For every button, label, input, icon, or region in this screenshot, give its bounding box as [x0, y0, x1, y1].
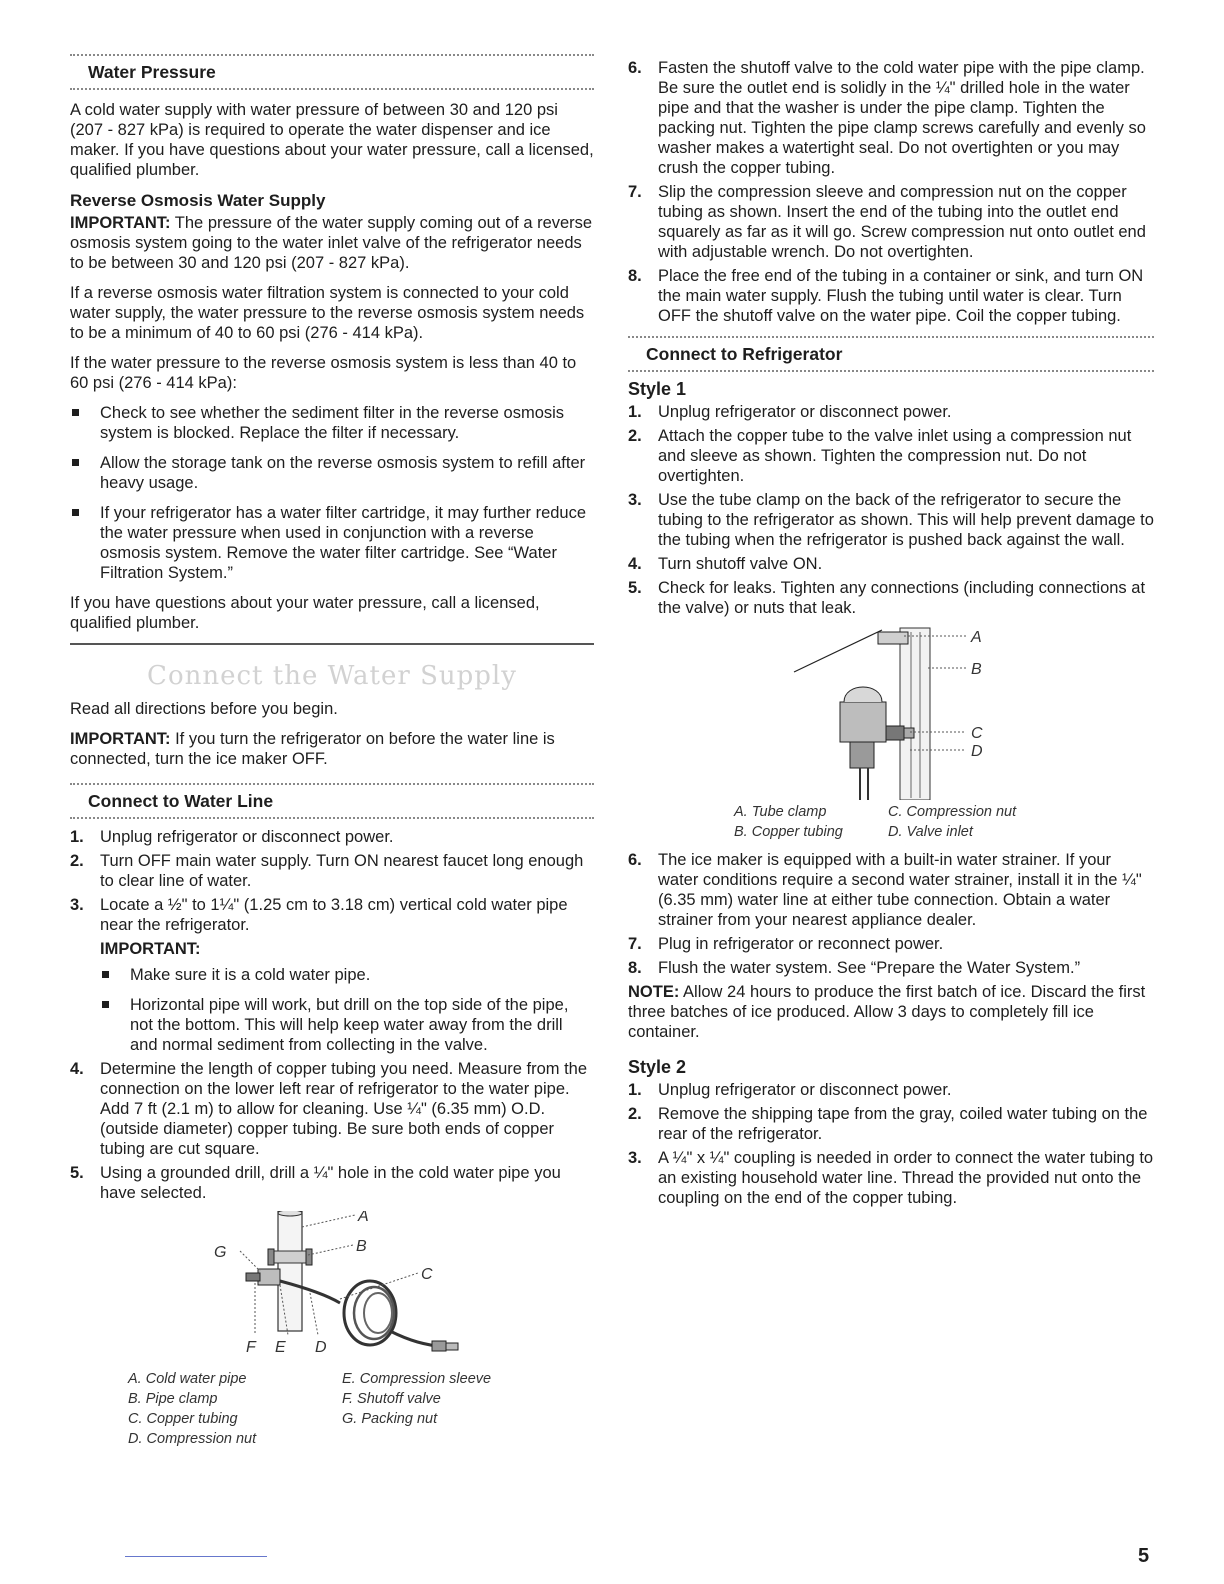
step-item [628, 958, 1154, 978]
step-number: 4. [628, 555, 642, 573]
step-number: 7. [628, 935, 642, 953]
legend-item: A. Tube clamp [734, 804, 827, 820]
paragraph: A cold water supply with water pressure of between 30 and 120 psi (207 - 827 kPa) is required to operate the water dispenser and ice maker. If you have questions about your water pressure, call a licensed, qualified plumber. [70, 101, 594, 179]
step-number: 6. [628, 59, 642, 77]
step-text: Locate a ½" to 1¼" (1.25 cm to 3.18 cm) vertical cold water pipe near the refrigerator. [100, 896, 568, 934]
legend-item: C. Copper tubing [128, 1411, 238, 1427]
connect-water-supply-title: Connect the Water Supply [147, 661, 517, 691]
section-title: Connect to Water Line [88, 791, 274, 811]
step-number: 2. [628, 427, 642, 445]
legend-item: D. Valve inlet [888, 824, 973, 840]
step-number: 5. [70, 1164, 84, 1182]
section-rule [70, 88, 594, 90]
steps-list [628, 1080, 1154, 1208]
style-2-heading: Style 2 [628, 1057, 687, 1077]
figure-legend [628, 802, 1154, 842]
figure-letter: B [356, 1238, 367, 1255]
figure-letter: E [275, 1339, 286, 1356]
legend-item: G. Packing nut [342, 1411, 438, 1427]
step-text: Flush the water system. See “Prepare the Water System.” [658, 959, 1081, 977]
step-text: Unplug refrigerator or disconnect power. [100, 828, 394, 846]
figure-letter: B [971, 661, 982, 678]
figure-letter: F [246, 1339, 256, 1356]
section-water-pressure [70, 54, 594, 90]
legend-item: E. Compression sleeve [342, 1371, 492, 1387]
step-number: 3. [628, 1149, 642, 1167]
legend-item: F. Shutoff valve [342, 1391, 441, 1407]
section-rule [628, 370, 1154, 372]
step-text: Using a grounded drill, drill a ¼" hole in the cold water pipe you have selected. [100, 1164, 561, 1202]
shutoff-valve-diagram [70, 1211, 594, 1361]
legend-item: B. Copper tubing [734, 824, 843, 840]
step-item [628, 850, 1154, 930]
step-text: Turn shutoff valve ON. [658, 555, 823, 573]
step-item [628, 1080, 1154, 1100]
paragraph [70, 729, 594, 769]
valve-inlet-diagram [628, 622, 1154, 800]
step-text: Unplug refrigerator or disconnect power. [658, 403, 952, 421]
figure-legend [70, 1369, 594, 1449]
step-item [70, 851, 594, 891]
important-label: IMPORTANT: [70, 214, 171, 232]
step-text: A ¼" x ¼" coupling is needed in order to connect the water tubing to an existing household water line. Thread the provided nut onto the coupling on the end of the copper tubing. [658, 1149, 1154, 1207]
left-column [70, 52, 594, 1449]
style-1-heading: Style 1 [628, 379, 687, 399]
step-item [628, 426, 1154, 486]
bullet-list [100, 965, 594, 1055]
paragraph: If you have questions about your water pressure, call a licensed, qualified plumber. [70, 594, 540, 632]
right-column [628, 58, 1154, 1212]
legend-item: D. Compression nut [128, 1431, 257, 1447]
important-label: IMPORTANT: [70, 730, 171, 748]
figure-letter: D [971, 743, 983, 760]
figure-letter: C [421, 1266, 433, 1283]
list-item: Allow the storage tank on the reverse osmosis system to refill after heavy usage. [70, 453, 594, 493]
bullet-list [70, 403, 594, 583]
step-item [628, 1148, 1154, 1208]
step-text: Use the tube clamp on the back of the refrigerator to secure the tubing to the refrigerator as shown. This will help prevent damage to the tubing when the refrigerator is pushed back against the wall. [658, 491, 1154, 549]
step-number: 7. [628, 183, 642, 201]
step-number: 4. [70, 1060, 84, 1078]
important-text: The pressure of the water supply coming out of a reverse osmosis system going to the water inlet valve of the refrigerator needs to be between 30 and 120 psi (207 - 827 kPa). [70, 214, 593, 272]
step-item [628, 578, 1154, 618]
legend-item: B. Pipe clamp [128, 1391, 218, 1407]
list-item: Check to see whether the sediment filter in the reverse osmosis system is blocked. Replace the filter if necessary. [70, 403, 594, 443]
steps-list [70, 827, 594, 1203]
figure-letter: A [971, 629, 982, 646]
list-item: Make sure it is a cold water pipe. [100, 965, 594, 985]
figure-letter: A [358, 1211, 369, 1225]
step-item [628, 402, 1154, 422]
step-text: Remove the shipping tape from the gray, coiled water tubing on the rear of the refrigerator. [658, 1105, 1148, 1143]
step-text: Plug in refrigerator or reconnect power. [658, 935, 944, 953]
valve-inlet-figure [628, 622, 1154, 800]
step-number: 3. [70, 896, 84, 914]
step-text: Turn OFF main water supply. Turn ON nearest faucet long enough to clear line of water. [100, 852, 584, 890]
shutoff-valve-figure [70, 1211, 594, 1361]
figure-letter: G [214, 1244, 227, 1261]
divider [70, 643, 594, 645]
note-text: Allow 24 hours to produce the first batch of ice. Discard the first three batches of ice produced. Allow 3 days to completely fill ice container. [628, 983, 1146, 1041]
step-text: Place the free end of the tubing in a container or sink, and turn ON the main water supply. Flush the tubing until water is clear. Turn OFF the shutoff valve on the water pipe. Coil the copper tubing. [658, 267, 1144, 325]
step-number: 6. [628, 851, 642, 869]
step-text: Determine the length of copper tubing you need. Measure from the connection on the lower left rear of refrigerator to the water pipe. Add 7 ft (2.1 m) to allow for cleaning. Use ¼" (6.35 mm) O.D. (outside diameter) copper tubing. Be sure both ends of copper tubing are cut square. [100, 1060, 588, 1158]
step-text: The ice maker is equipped with a built-in water strainer. If your water conditions require a second water strainer, install it in the ¼" (6.35 mm) water line at either tube connection. Obtain a water strainer from your nearest appliance dealer. [658, 851, 1142, 929]
legend-item: C. Compression nut [888, 804, 1017, 820]
step-item [70, 827, 594, 847]
step-item [70, 1163, 594, 1203]
steps-list [628, 402, 1154, 618]
step-item [628, 934, 1154, 954]
paragraph [70, 213, 594, 273]
list-item: If your refrigerator has a water filter cartridge, it may further reduce the water pressure when used in conjunction with a reverse osmosis system. Remove the water filter cartridge. See “Water Filtration System.” [70, 503, 594, 583]
section-title: Water Pressure [88, 62, 216, 82]
step-text: Slip the compression sleeve and compression nut on the copper tubing as shown. Insert the end of the tubing into the outlet end squarely as far as it will go. Screw compression nut onto outlet end with adjustable wrench. Do not overtighten. [658, 183, 1146, 261]
step-number: 3. [628, 491, 642, 509]
step-item [628, 58, 1154, 178]
step-number: 8. [628, 959, 642, 977]
section-connect-water-line [70, 783, 594, 819]
step-item [70, 895, 594, 1055]
note-paragraph [628, 982, 1154, 1042]
step-item [628, 554, 1154, 574]
steps-list [628, 850, 1154, 978]
step-text: Fasten the shutoff valve to the cold water pipe with the pipe clamp. Be sure the outlet end is solidly in the ¼" drilled hole in the water pipe and that the washer is under the pipe clamp. Tighten the packing nut. Tighten the pipe clamp screws carefully and evenly so washer makes a watertight seal. Do not overtighten or you may crush the copper tubing. [658, 59, 1146, 177]
section-rule [70, 817, 594, 819]
step-text: Unplug refrigerator or disconnect power. [658, 1081, 952, 1099]
legend-item [342, 1429, 594, 1449]
step-item [628, 1104, 1154, 1144]
section-title: Connect to Refrigerator [646, 344, 843, 364]
step-number: 2. [628, 1105, 642, 1123]
important-label: IMPORTANT: [100, 940, 201, 958]
step-number: 1. [628, 1081, 642, 1099]
steps-list [628, 58, 1154, 326]
step-number: 1. [70, 828, 84, 846]
step-text: Check for leaks. Tighten any connections (including connections at the valve) or nuts that leak. [658, 579, 1146, 617]
paragraph: If the water pressure to the reverse osmosis system is less than 40 to 60 psi (276 - 414 kPa): [70, 354, 577, 392]
important-text: If you turn the refrigerator on before the water line is connected, turn the ice maker OFF. [70, 730, 555, 768]
step-item [70, 1059, 594, 1159]
paragraph: Read all directions before you begin. [70, 700, 338, 718]
legend-item: A. Cold water pipe [128, 1371, 247, 1387]
step-number: 1. [628, 403, 642, 421]
figure-letter: C [971, 725, 983, 742]
footer-line [125, 1556, 267, 1557]
page-number: 5 [1138, 1545, 1150, 1567]
step-number: 2. [70, 852, 84, 870]
section-connect-refrigerator [628, 336, 1154, 372]
step-item [628, 490, 1154, 550]
subheading: Reverse Osmosis Water Supply [70, 191, 326, 210]
step-item [628, 266, 1154, 326]
note-label: NOTE: [628, 983, 680, 1001]
step-item [628, 182, 1154, 262]
paragraph: If a reverse osmosis water filtration system is connected to your cold water supply, the water pressure to the reverse osmosis system needs to be a minimum of 40 to 60 psi (276 - 414 kPa). [70, 284, 585, 342]
step-number: 5. [628, 579, 642, 597]
list-item: Horizontal pipe will work, but drill on the top side of the pipe, not the bottom. This will help keep water away from the drill and normal sediment from collecting in the valve. [100, 995, 594, 1055]
step-number: 8. [628, 267, 642, 285]
step-text: Attach the copper tube to the valve inlet using a compression nut and sleeve as shown. Tighten the compression nut. Do not overtighten. [658, 427, 1132, 485]
figure-letter: D [315, 1339, 327, 1356]
